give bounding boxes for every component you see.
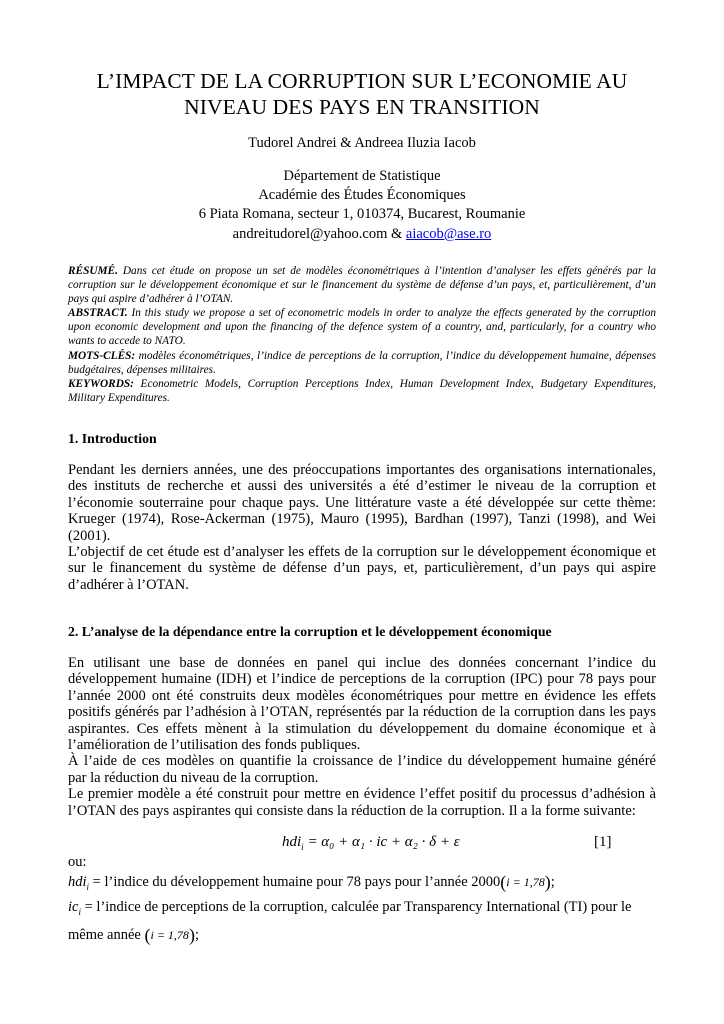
text-line: développement humaine (IDH) et l’indice de perceptions de la corruption (IPC) pour 78 pays pour [68,671,656,688]
section-1-heading: 1. Introduction [68,431,157,446]
text-line: des instituts de recherche et aussi des universités a été d’estimer le niveau de la corruption et [68,478,656,495]
resume-paragraph [68,264,656,306]
section-2-paragraph-3 [68,786,656,819]
abstract-text: In this study we propose a set of econometric models in order to analyze the effects generated by the corruption upon economic development and upon the financing of the defence system of a country, and, particularly, for a country who wants to accede to NATO. [68,307,656,348]
index-range: i = 1,78 [150,927,189,942]
section-2-body [68,655,656,819]
text-line: l’amélioration de l’utilisation des fonds publiques. [68,737,361,754]
abstract-block [68,264,656,405]
section-1-paragraph-1 [68,462,656,544]
section-2-paragraph-2 [68,753,656,786]
text-line: sur le financement du système de défense d’un pays, et, particulièrement, d’un pays qui aspire [68,560,656,577]
email-primary: andreitudorel@yahoo.com [232,226,388,242]
paper-title [60,68,664,120]
text-line: (2001). [68,527,111,544]
range-paren-close: ) [544,872,551,892]
authors: Tudorel Andrei & Andreea Iluzia Iacob [248,135,476,151]
abstract-label: ABSTRACT. [68,307,128,320]
symbol-ic: ic [68,898,79,915]
equation-subscript: i [301,842,304,852]
motscles-label: MOTS-CLÉS: [68,349,136,362]
affiliation-address: 6 Piata Romana, secteur 1, 010374, Bucarest, Roumanie [198,206,526,222]
section-1-body [68,462,656,593]
text-line: L’objectif de cet étude est d’analyser les effets de la corruption sur le développement économique et [68,544,656,561]
email-separator: & [390,226,403,242]
definition-ic-text-2: même année [68,926,141,943]
text-line: l’économie souterraine pour chaque pays. Une littérature vaste a été développée sur cette thème: [68,494,656,511]
definition-intro: ou: [68,854,87,870]
motscles-text: modèles économétriques, l’indice de perceptions de la corruption, l’indice du développement humaine, dépenses budgétaires, dépenses militaires. [68,349,657,376]
section-2-heading: 2. L’analyse de la dépendance entre la corruption et le développement économique [68,624,552,639]
range-paren-close: ) [188,924,195,945]
keywords-paragraph [68,377,656,405]
symbol-subscript: i [78,906,81,917]
range-paren-open: ( [500,872,507,892]
resume-label: RÉSUMÉ. [68,265,118,277]
text-line: par la réduction du niveau de la corruption. [68,769,319,786]
text-line: d’adhérer à l’OTAN. [68,576,189,593]
symbol-subscript: i [86,881,90,892]
affiliation-department: Département de Statistique [283,168,441,184]
affiliation-academy: Académie des Études Économiques [258,187,466,203]
definition-hdi: hdi$_i$ = l’indice du développement humaine pour 78 pays pour l’année 2000(i = 1,78); [68,872,555,892]
resume-text: Dans cet étude on propose un set de modèles économétriques à l’intention d’analyser les effets générés par la corruption sur le développement économique et sur le financement du système de défense d’un pays, et, particulièrement, d’un pays qui aspire d’adhérer à l’OTAN. [68,265,657,306]
title-line-2: NIVEAU DES PAYS EN TRANSITION [184,95,540,119]
text-line: À l’aide de ces modèles on quantifie la croissance de l’indice du développement humaine généré [68,753,656,770]
text-line: l’OTAN des pays aspirantes qui consiste dans la réduction de la corruption. Il a la forme suivante: [68,802,636,819]
text-line: l’année 2000 ont été construits deux modèles économétriques pour mettre en évidence les effets [68,687,656,704]
contact-emails [60,226,664,243]
definitions-list [68,852,656,945]
range-paren-open: ( [144,924,151,945]
equation-rhs: = α₀ + α₁ · ic + α₂ · δ + ε [307,834,460,850]
abstract-paragraph [68,306,656,348]
symbol-hdi: hdi [68,874,87,890]
keywords-text: Econometric Models, Corruption Perceptions Index, Human Development Index, Budgetary Expenditures, Military Expenditures. [68,377,657,404]
text-line: Krueger (1974), Rose-Ackerman (1975), Mauro (1995), Bardhan (1997), Tanzi (1998), and Wei [68,511,656,528]
equation-number: [1] [594,834,612,850]
definition-ic-continued: même année (i = 1,78); [68,924,199,945]
text-line: positifs générés par l’adhésion à l’OTAN, représentés par la réduction de la corruption dans les pays [68,704,656,721]
section-1-paragraph-2 [68,544,656,593]
title-line-1: L’IMPACT DE LA CORRUPTION SUR L’ECONOMIE AU [96,69,628,93]
text-line: Pendant les derniers années, une des préoccupations importantes des organisations internationales, [68,462,656,478]
text-line: En utilisant une base de données en panel qui inclue des données concernant l’indice du [68,655,656,671]
section-2-paragraph-1 [68,655,656,753]
text-line: Le premier modèle a été construit pour mettre en évidence l’effet positif du processus d’adhésion à [68,786,656,803]
definition-ic-text: = l’indice de perceptions de la corruption, calculée par Transparency International (TI) pour le [84,898,632,915]
definition-hdi-text: = l’indice du développement humaine pour 78 pays pour l’année 2000 [92,874,501,890]
index-range: i = 1,78 [506,875,545,889]
text-line: aspirantes. Ces effets mènent à la stimulation du développement du domaine économique et à [68,720,656,737]
keywords-label: KEYWORDS: [68,377,134,390]
equation-lhs: hdi [282,834,302,850]
equation-formula [282,834,460,852]
motscles-paragraph [68,349,656,377]
definition-ic [68,897,656,922]
email-link[interactable]: aiacob@ase.ro [405,226,492,242]
